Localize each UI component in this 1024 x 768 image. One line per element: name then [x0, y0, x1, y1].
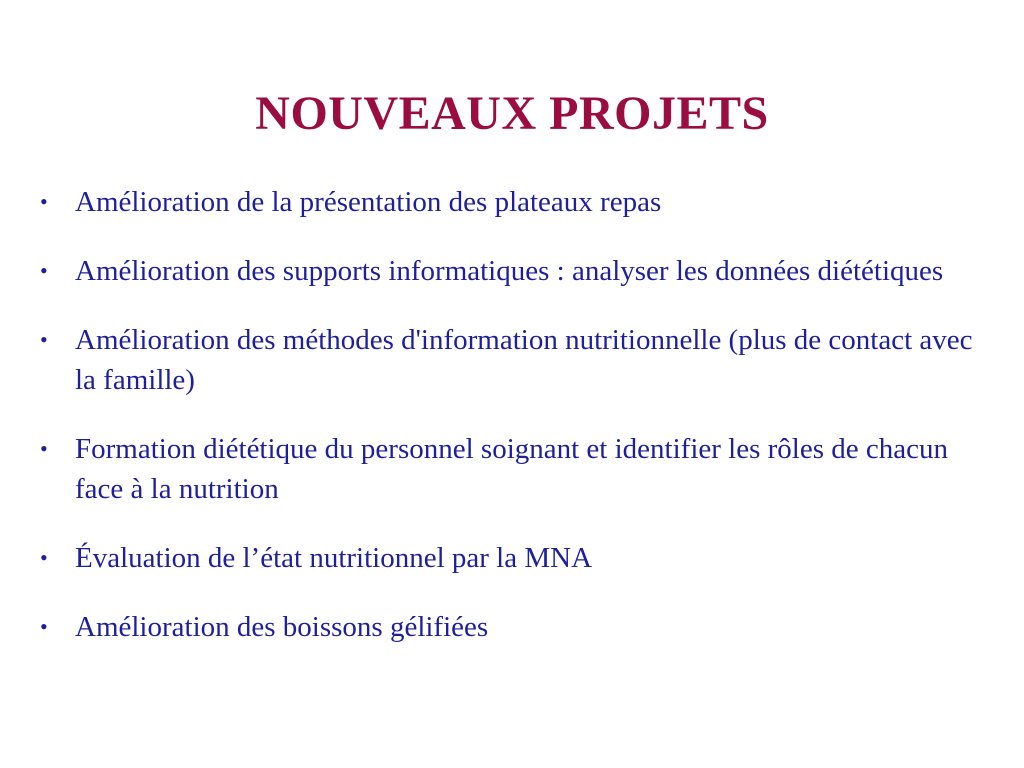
bullet-text: Amélioration des boissons gélifiées	[75, 611, 489, 643]
bullet-dot-icon: •	[40, 189, 48, 214]
bullet-dot-icon: •	[40, 436, 48, 461]
bullet-text: Amélioration des supports informatiques : analyser les données diététiques	[75, 255, 944, 287]
bullet-dot-icon: •	[40, 327, 48, 352]
bullet-item	[40, 251, 990, 291]
bullet-item	[40, 182, 990, 222]
bullet-dot-icon: •	[40, 614, 48, 639]
bullet-item	[40, 320, 990, 400]
bullet-text: Amélioration des méthodes d'information nutritionnelle (plus de contact avec la famille)	[75, 324, 973, 396]
bullet-text: Formation diététique du personnel soignant et identifier les rôles de chacun face à la nutrition	[75, 433, 948, 505]
bullet-text: Amélioration de la présentation des plateaux repas	[75, 186, 662, 218]
bullet-item	[40, 538, 990, 578]
bullet-item	[40, 607, 990, 647]
slide-title: NOUVEAUX PROJETS	[255, 87, 769, 140]
bullet-list	[40, 182, 990, 676]
bullet-dot-icon: •	[40, 258, 48, 283]
bullet-item	[40, 429, 990, 509]
bullet-dot-icon: •	[40, 545, 48, 570]
bullet-text: Évaluation de l’état nutritionnel par la MNA	[75, 542, 593, 574]
